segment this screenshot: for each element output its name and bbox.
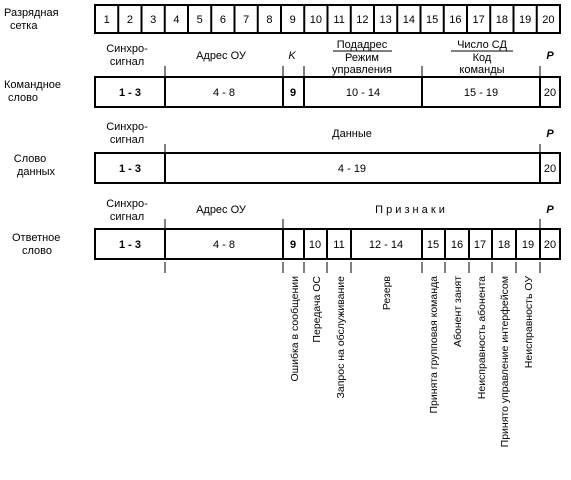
bit-number-19: 19 xyxy=(519,14,532,26)
resp-cell-17: 17 xyxy=(473,239,487,251)
resp-cell-15: 15 xyxy=(426,239,440,251)
bit-number-16: 16 xyxy=(449,14,462,26)
cmd-code-header-2: команды xyxy=(459,64,505,76)
bit-number-3: 3 xyxy=(150,14,157,26)
row-labels xyxy=(4,7,61,257)
bit-number-18: 18 xyxy=(495,14,508,26)
label-bit-grid-1: Разрядная xyxy=(4,7,59,19)
cmd-sync-header-1: Синхро- xyxy=(106,43,148,55)
resp-flags-header: П р и з н а к и xyxy=(375,204,445,216)
resp-sync-header-2: сигнал xyxy=(109,211,145,223)
cmd-cell-subaddress: 10 - 14 xyxy=(345,87,381,99)
cmd-code-header-1: Код xyxy=(472,52,492,64)
cmd-sync-header-2: сигнал xyxy=(109,56,145,68)
flag-label-status-transmit: Передача ОС xyxy=(311,276,323,343)
cmd-address-header: Адрес ОУ xyxy=(196,50,246,62)
flag-label-reserved: Резерв xyxy=(381,276,393,311)
bit-number-17: 17 xyxy=(472,14,485,26)
resp-cell-20: 20 xyxy=(543,239,557,251)
flag-label-terminal-fault: Неисправность ОУ xyxy=(523,276,535,369)
label-data-word-1: Слово xyxy=(13,153,47,165)
flag-label-bus-control-accepted: Принято управление интерфейсом xyxy=(499,276,511,448)
cmd-subaddress-header: Подадрес xyxy=(336,39,388,51)
response-word xyxy=(95,198,560,447)
resp-flag-labels xyxy=(289,276,535,448)
data-data-header: Данные xyxy=(332,128,372,140)
resp-header-ticks xyxy=(165,219,540,229)
flag-label-broadcast-received: Принята групповая команда xyxy=(428,276,440,414)
bit-number-6: 6 xyxy=(219,14,226,26)
resp-cell-address: 4 - 8 xyxy=(212,239,236,251)
flag-label-service-request: Запрос на обслуживание xyxy=(335,276,347,399)
bit-number-12: 12 xyxy=(356,14,369,26)
bit-number-4: 4 xyxy=(173,14,180,26)
data-parity-header: P xyxy=(546,128,554,140)
data-word xyxy=(95,121,560,183)
bit-number-13: 13 xyxy=(379,14,392,26)
cmd-count-header: Число СД xyxy=(457,39,507,51)
bit-number-20: 20 xyxy=(542,14,555,26)
bit-number-14: 14 xyxy=(402,14,415,26)
resp-cell-sync: 1 - 3 xyxy=(118,239,142,251)
resp-cell-16: 16 xyxy=(450,239,464,251)
resp-cell-19: 19 xyxy=(521,239,535,251)
label-command-word-1: Командное xyxy=(4,79,62,91)
cmd-parity-header: P xyxy=(546,50,554,62)
resp-cell-12-14: 12 - 14 xyxy=(368,239,404,251)
resp-cell-11: 11 xyxy=(333,239,345,251)
resp-sync-header-1: Синхро- xyxy=(106,198,148,210)
flag-label-subscriber-fault: Неисправность абонента xyxy=(476,276,488,400)
bit-number-10: 10 xyxy=(309,14,322,26)
label-response-word-2: слово xyxy=(22,245,52,257)
cmd-cell-k: 9 xyxy=(289,87,297,99)
bit-number-7: 7 xyxy=(243,14,250,26)
data-word-cells xyxy=(119,163,556,175)
cmd-word-cells xyxy=(119,87,556,99)
command-word xyxy=(95,39,560,107)
bit-number-9: 9 xyxy=(289,14,296,26)
bit-number-8: 8 xyxy=(266,14,273,26)
data-cell-sync: 1 - 3 xyxy=(118,163,142,175)
bit-number-2: 2 xyxy=(126,14,133,26)
label-command-word-2: слово xyxy=(8,92,38,104)
resp-cell-9: 9 xyxy=(289,239,297,251)
data-sync-header-2: сигнал xyxy=(109,134,145,146)
bit-number-1: 1 xyxy=(103,14,110,26)
data-cell-parity: 20 xyxy=(543,163,557,175)
bit-number-15: 15 xyxy=(426,14,439,26)
resp-cell-18: 18 xyxy=(497,239,511,251)
cmd-mode-header-2: управления xyxy=(332,64,392,76)
data-sync-header-1: Синхро- xyxy=(106,121,148,133)
cmd-cell-count: 15 - 19 xyxy=(463,87,499,99)
cmd-cell-address: 4 - 8 xyxy=(212,87,236,99)
cmd-cell-sync: 1 - 3 xyxy=(118,87,142,99)
label-bit-grid-2: сетка xyxy=(10,20,38,32)
flag-label-message-error: Ошибка в сообщении xyxy=(289,276,301,382)
bit-number-11: 11 xyxy=(333,14,345,26)
cmd-cell-parity: 20 xyxy=(543,87,557,99)
cmd-mode-header-1: Режим xyxy=(345,52,379,64)
resp-cell-10: 10 xyxy=(308,239,322,251)
resp-bottom-ticks xyxy=(165,262,540,273)
resp-word-cells xyxy=(119,239,556,251)
data-cell-data: 4 - 19 xyxy=(337,163,367,175)
resp-address-header: Адрес ОУ xyxy=(196,204,246,216)
label-response-word-1: Ответное xyxy=(12,232,61,244)
bit-grid xyxy=(95,5,560,33)
label-data-word-2: данных xyxy=(16,166,56,178)
bit-number-5: 5 xyxy=(196,14,203,26)
bit-grid-numbers xyxy=(104,14,555,26)
flag-label-subscriber-busy: Абонент занят xyxy=(452,276,464,347)
resp-parity-header: P xyxy=(546,204,554,216)
cmd-k-header: K xyxy=(288,50,296,62)
